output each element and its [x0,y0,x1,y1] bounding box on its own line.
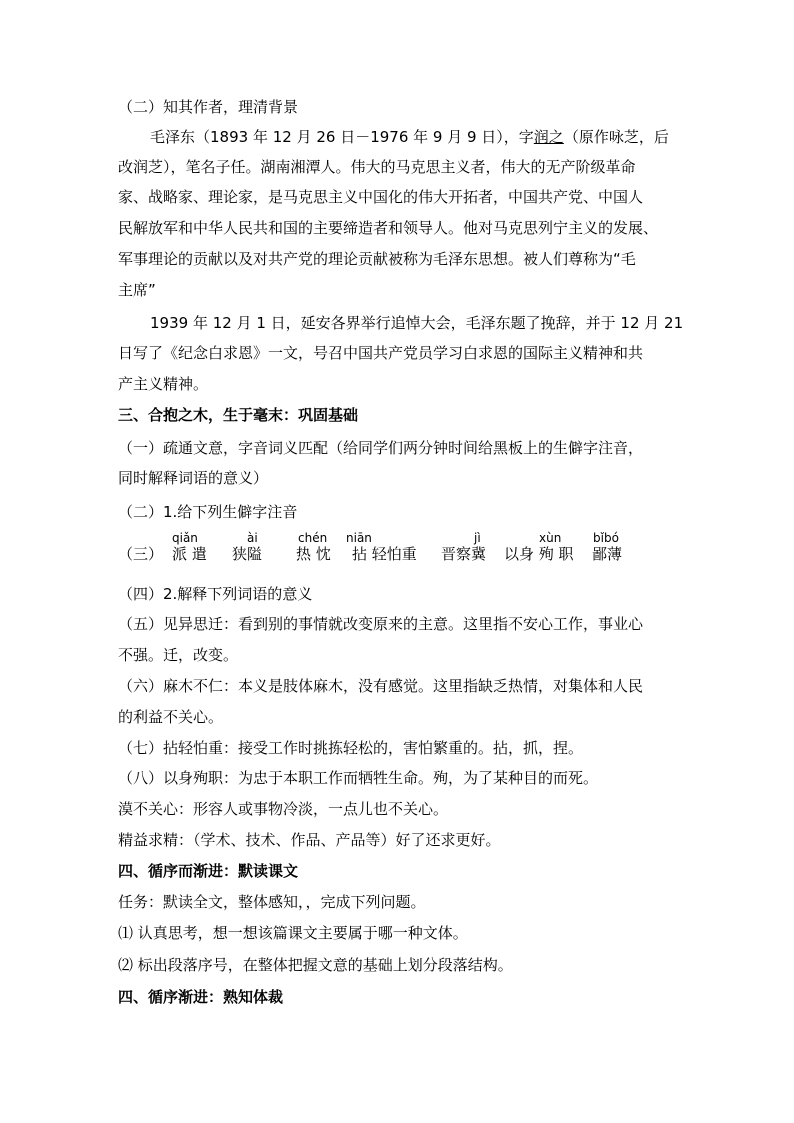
bio-line-1 [150,127,669,147]
pinyin-nian: niān [346,531,372,545]
question-1: ⑴ 认真思考，想一想该篇课文主要属于哪一种文体。 [118,924,468,942]
bio-line-3: 家、战略家、理论家，是马克思主义中国化的伟大开拓者，中国共产党、中国人 [118,188,644,206]
word-bibo: 鄙薄 [592,545,623,563]
task-line: 任务：默读全文，整体感知，，完成下列问题。 [118,893,426,911]
paragraph-8: （八）以身殉职：为忠于本职工作而牺牲生命。殉，为了某种目的而死。 [118,769,599,787]
word-rechen: 热 忱 [296,545,331,563]
section-heading-foundation: 三、合抱之木，生于毫末：巩固基础 [118,406,359,424]
paragraph-1-line-2: 同时解释词语的意义） [118,469,269,487]
pinyin-bibo: bǐbó [593,531,619,545]
paragraph-6-line-2: 的利益不关心。 [118,708,224,726]
courtesy-name: 润之 [533,128,564,146]
background-line-1: 1939 年 12 月 1 日，延安各界举行追悼大会，毛泽东题了挽辞，并于 12 月 21 [150,314,684,332]
paragraph-6-line-1: （六）麻木不仁：本义是肢体麻木，没有感觉。这里指缺乏热情，对集体和人民 [118,677,644,695]
background-line-2: 日写了《纪念白求恩》一文，号召中国共产党员学习白求恩的国际主义精神和共 [118,344,644,362]
background-line-3: 产主义精神。 [118,375,209,393]
paragraph-3 [118,544,698,564]
paragraph-7: （七）拈轻怕重：接受工作时挑拣轻松的，害怕繁重的。拈，抓，捏。 [118,739,584,757]
bio-line-2: 改润芝），笔名子任。湖南湘潭人。伟大的马克思主义者，伟大的无产阶级革命 [118,158,636,176]
section-heading-know-author: （二）知其作者，理清背景 [118,98,299,116]
pinyin-qian: qiǎn [172,531,198,545]
word-nianqingpazhong: 拈 轻怕重 [352,545,417,563]
word-jinchaji: 晋察冀 [441,545,487,563]
bio-line-5: 军事理论的贡献以及对共产党的理论贡献被称为毛泽东思想。被人们尊称为“毛 [118,250,636,268]
section-heading-silent-reading: 四、循序而渐进：默读课文 [118,862,299,880]
question-2: ⑵ 标出段落序号，在整体把握文意的基础上划分段落结构。 [118,956,513,974]
word-yishenxunzhi: 以身 殉 职 [504,545,574,563]
p3-prefix: （三） [118,545,164,563]
pinyin-ji: jì [474,531,481,545]
bio-text: 毛泽东（1893 年 12 月 26 日－1976 年 9 月 9 日），字 [150,128,534,146]
paragraph-4: （四）2.解释下列词语的意义 [118,585,313,603]
bio-line-4: 民解放军和中华人民共和国的主要缔造者和领导人。他对马克思列宁主义的发展、 [118,219,659,237]
pinyin-xun: xùn [539,531,562,545]
paragraph-10: 精益求精：（学术、技术、作品、产品等）好了还求更好。 [118,831,501,849]
bio-text: （原作咏芝，后 [563,128,669,146]
paragraph-2: （二）1.给下列生僻字注音 [118,503,298,521]
paragraph-5-line-1: （五）见异思迁：看到别的事情就改变原来的主意。这里指不安心工作，事业心 [118,615,644,633]
bio-line-6: 主席” [118,281,156,299]
word-xiaai: 狭隘 [232,545,263,563]
word-paiqian: 派 遣 [172,545,207,563]
pinyin-chen: chén [298,531,328,545]
pinyin-ai: ài [247,531,258,545]
paragraph-9: 漠不关心：形容人或事物冷淡，一点儿也不关心。 [118,800,449,818]
paragraph-1-line-1: （一）疏通文意，字音词义匹配（给同学们两分钟时间给黑板上的生僻字注音， [118,439,644,457]
section-heading-genre: 四、循序渐进：熟知体裁 [118,988,284,1006]
paragraph-5-line-2: 不强。迁，改变。 [118,646,239,664]
